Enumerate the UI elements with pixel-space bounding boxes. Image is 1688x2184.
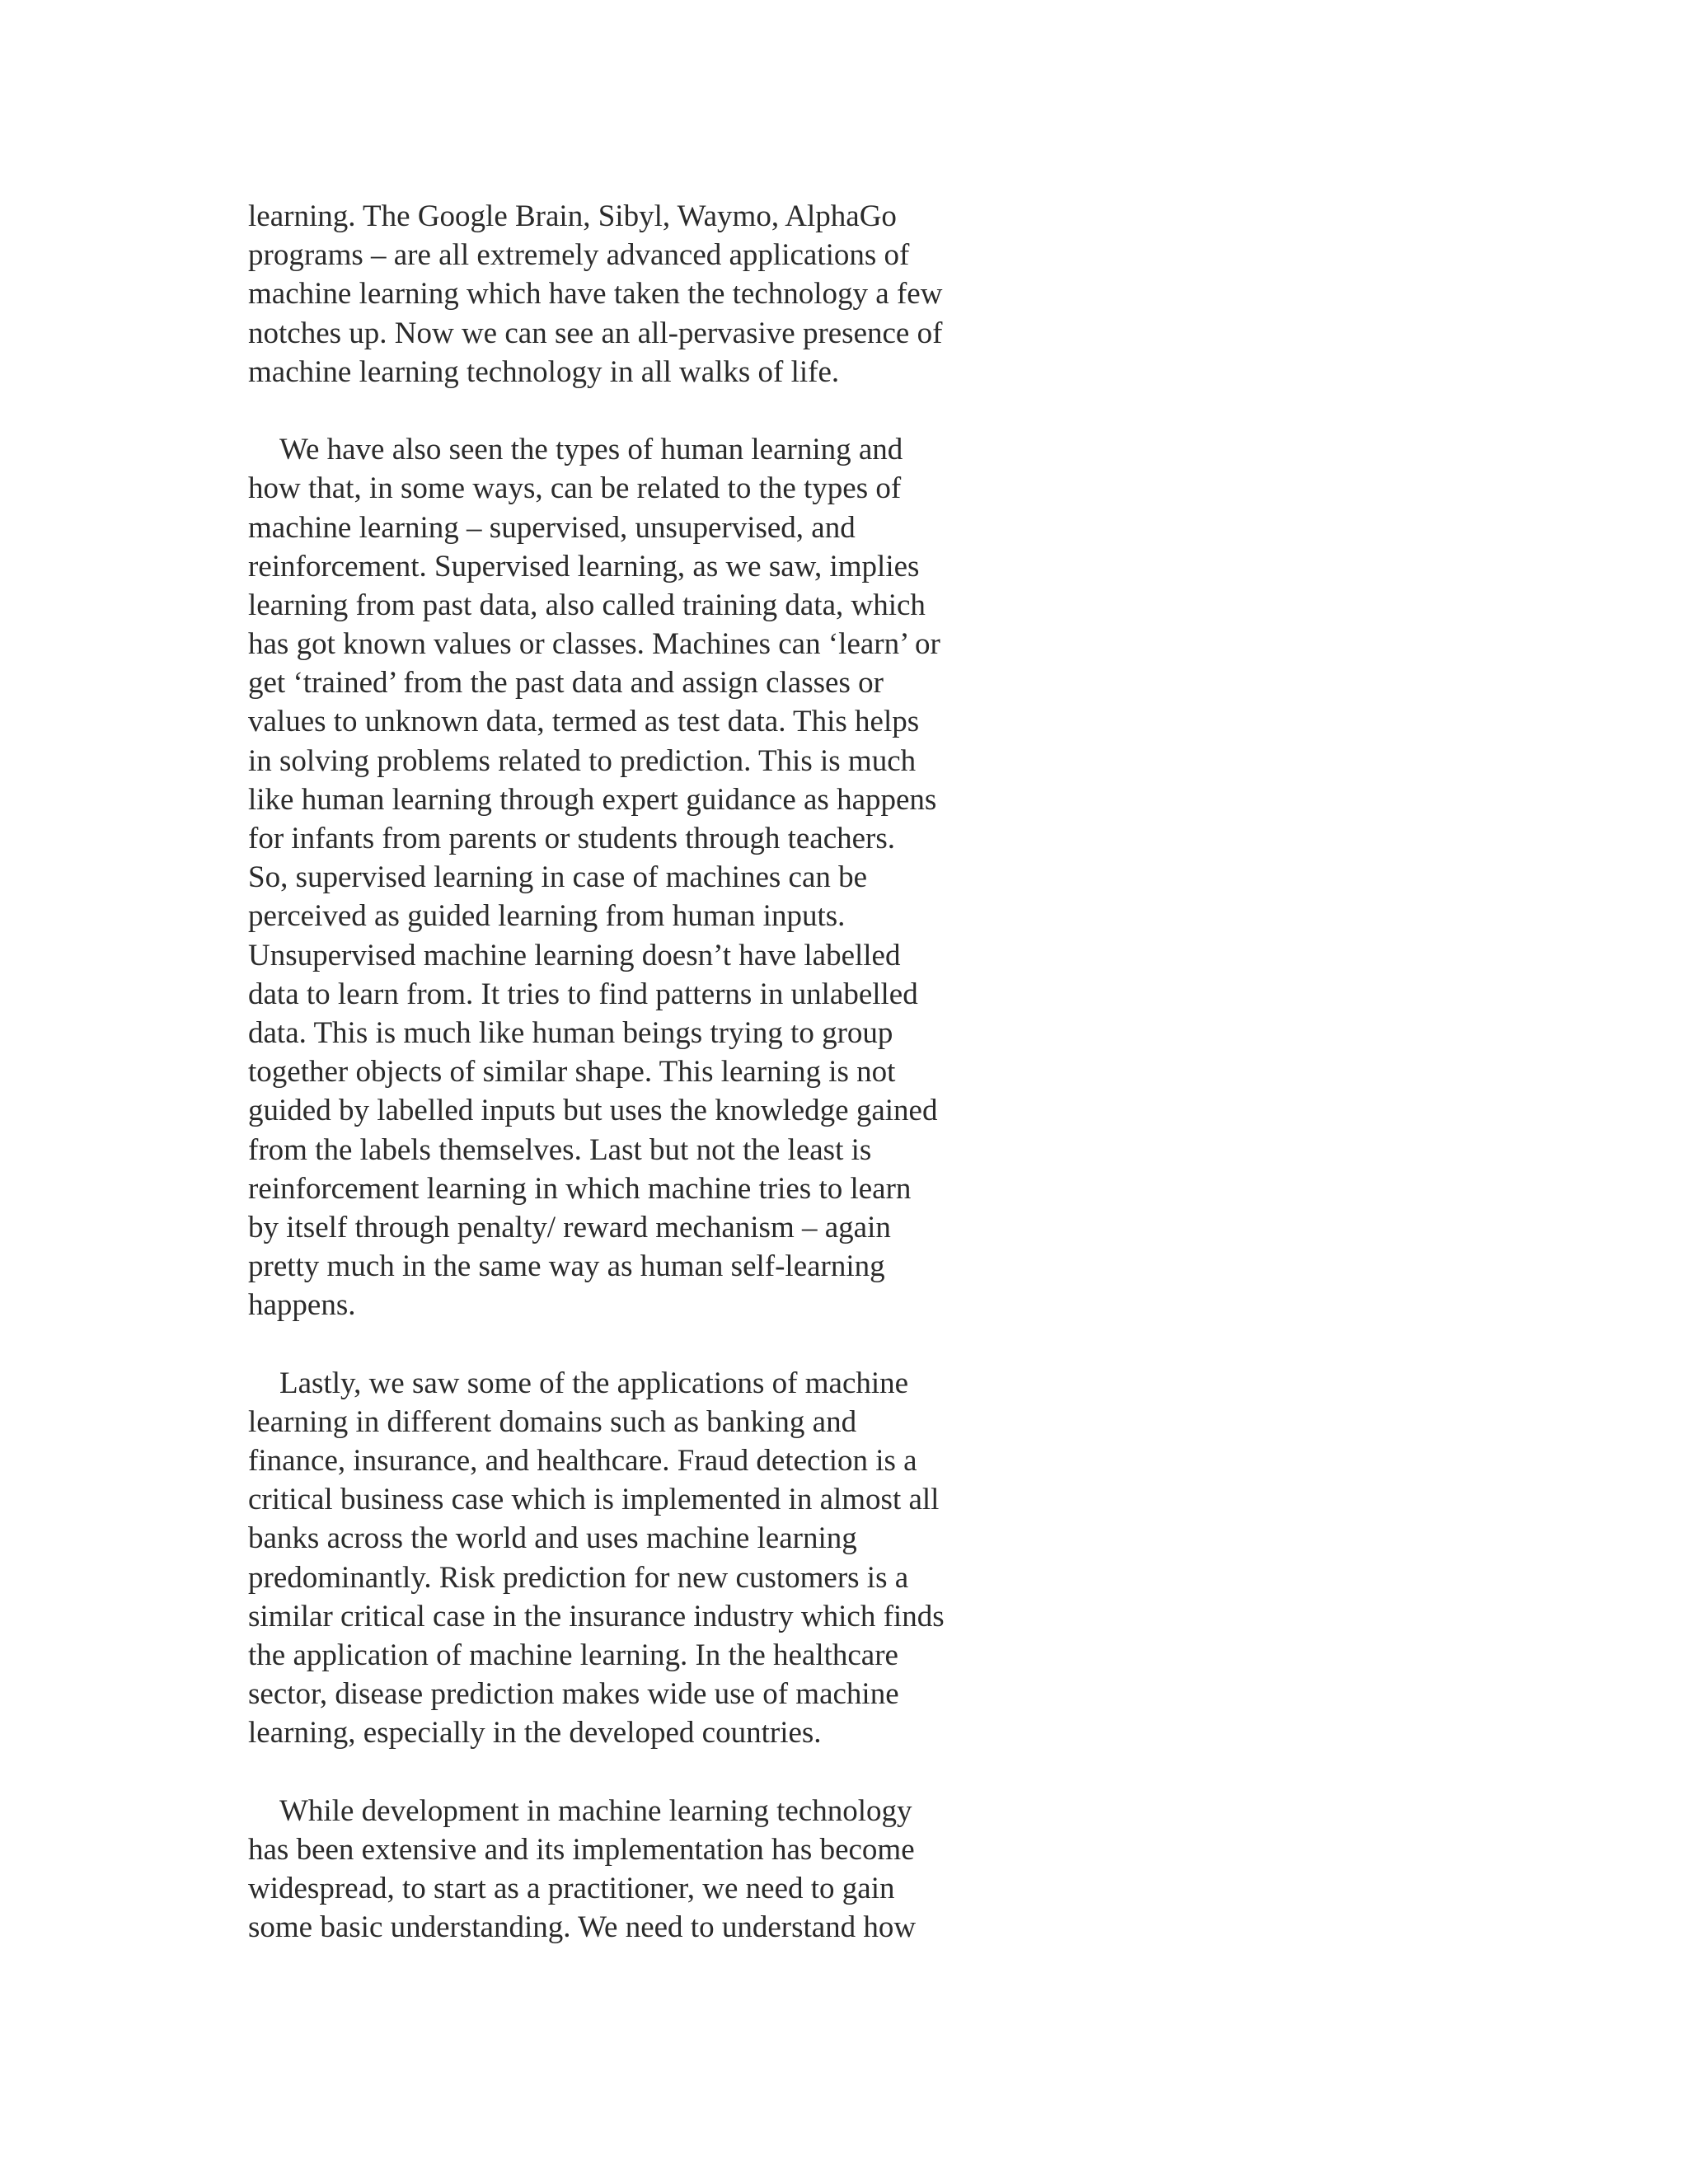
- paragraph: [248, 430, 1072, 1324]
- text-line: by itself through penalty/ reward mechanism – again: [248, 1210, 891, 1244]
- text-line: critical business case which is implemented in almost all: [248, 1483, 940, 1517]
- text-line: learning from past data, also called training data, which: [248, 588, 926, 622]
- text-line: predominantly. Risk prediction for new customers is a: [248, 1560, 909, 1595]
- paragraph-gap: [248, 1753, 1072, 1792]
- paragraph: [248, 197, 1072, 391]
- text-line: guided by labelled inputs but uses the knowledge gained: [248, 1094, 938, 1128]
- text-line: learning in different domains such as banking and: [248, 1404, 857, 1439]
- text-line: like human learning through expert guidance as happens: [248, 782, 937, 817]
- text-line: programs – are all extremely advanced applications of: [248, 238, 910, 273]
- text-line: data to learn from. It tries to find patterns in unlabelled: [248, 977, 918, 1011]
- body-text: [248, 197, 1072, 1947]
- text-line: happens.: [248, 1288, 356, 1323]
- text-line: notches up. Now we can see an all-pervasive presence of: [248, 316, 943, 350]
- text-line: values to unknown data, termed as test data. This helps: [248, 705, 920, 739]
- text-line: We have also seen the types of human learning and: [279, 433, 903, 467]
- text-line: learning, especially in the developed countries.: [248, 1716, 822, 1750]
- text-line: pretty much in the same way as human self-learning: [248, 1249, 885, 1284]
- text-line: perceived as guided learning from human inputs.: [248, 899, 846, 934]
- text-line: has got known values or classes. Machines can ‘learn’ or: [248, 627, 940, 662]
- text-line: together objects of similar shape. This learning is not: [248, 1055, 896, 1090]
- paragraph-gap: [248, 391, 1072, 430]
- paragraph: [248, 1792, 1072, 1947]
- text-line: banks across the world and uses machine learning: [248, 1521, 857, 1556]
- text-line: has been extensive and its implementation has become: [248, 1832, 915, 1867]
- text-line: sector, disease prediction makes wide use of machine: [248, 1677, 899, 1712]
- text-line: finance, insurance, and healthcare. Fraud detection is a: [248, 1444, 917, 1478]
- text-line: While development in machine learning technology: [279, 1793, 912, 1828]
- text-line: widespread, to start as a practitioner, we need to gain: [248, 1872, 895, 1906]
- text-line: from the labels themselves. Last but not the least is: [248, 1132, 872, 1167]
- text-line: Unsupervised machine learning doesn’t have labelled: [248, 938, 901, 972]
- paragraph-gap: [248, 1324, 1072, 1363]
- text-line: So, supervised learning in case of machines can be: [248, 860, 868, 895]
- paragraph: [248, 1364, 1072, 1753]
- text-line: reinforcement learning in which machine tries to learn: [248, 1171, 912, 1206]
- text-line: Lastly, we saw some of the applications of machine: [279, 1366, 909, 1400]
- text-line: learning. The Google Brain, Sibyl, Waymo, AlphaGo: [248, 199, 897, 233]
- text-line: for infants from parents or students through teachers.: [248, 822, 896, 855]
- text-line: reinforcement. Supervised learning, as we saw, implies: [248, 549, 920, 583]
- text-line: in solving problems related to prediction. This is much: [248, 743, 917, 778]
- text-line: machine learning – supervised, unsupervised, and: [248, 510, 856, 545]
- text-line: machine learning technology in all walks of life.: [248, 354, 840, 389]
- text-line: similar critical case in the insurance industry which finds: [248, 1599, 945, 1633]
- text-line: get ‘trained’ from the past data and assign classes or: [248, 666, 884, 701]
- text-line: how that, in some ways, can be related to the types of: [248, 471, 902, 506]
- text-line: data. This is much like human beings trying to group: [248, 1015, 893, 1050]
- text-line: some basic understanding. We need to understand how: [248, 1910, 917, 1945]
- text-line: machine learning which have taken the technology a few: [248, 277, 943, 312]
- text-line: the application of machine learning. In the healthcare: [248, 1638, 898, 1672]
